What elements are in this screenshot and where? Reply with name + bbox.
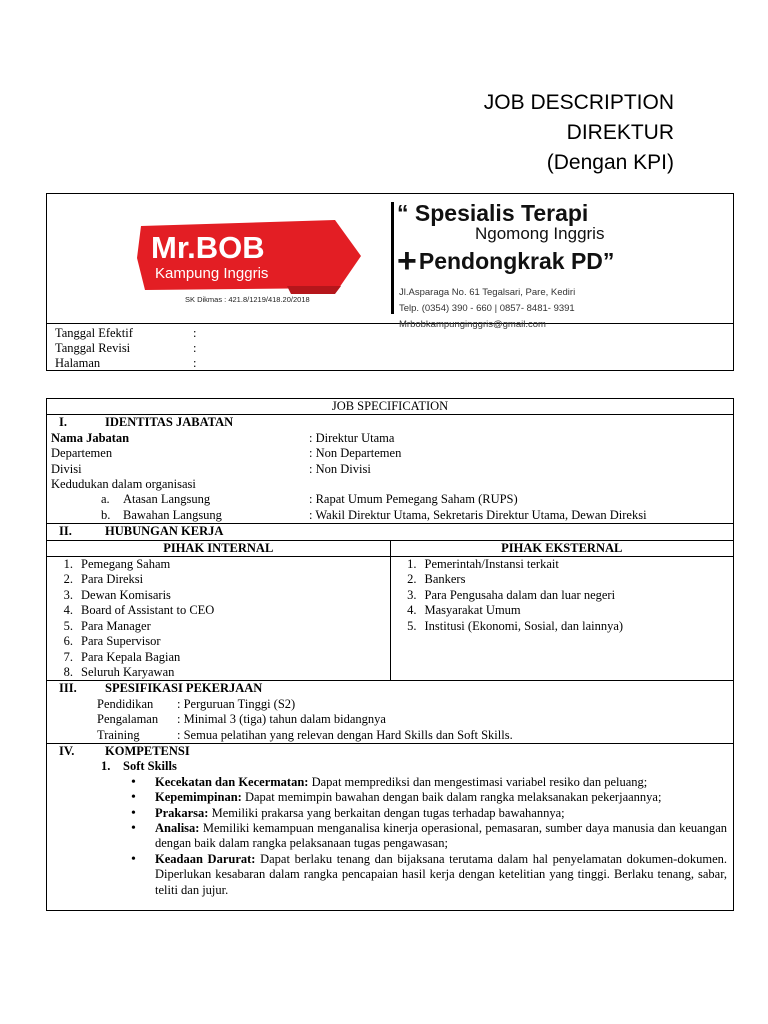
competency-description: Dapat memprediksi dan mengestimasi variabel resiko dan peluang;	[308, 774, 648, 789]
bullet-icon: •	[131, 790, 136, 806]
list-item	[395, 588, 730, 603]
list-text: Institusi (Ekonomi, Sosial, dan lainnya)	[424, 618, 624, 633]
list-text: Bankers	[424, 572, 466, 587]
list-text: Masyarakat Umum	[424, 603, 521, 618]
spec-label: Pendidikan	[97, 696, 154, 711]
header-box	[46, 193, 734, 371]
meta-label: Tanggal Revisi	[55, 341, 131, 355]
spec-row	[51, 697, 729, 712]
list-number: 1.	[407, 557, 417, 572]
spec-value: : Minimal 3 (tiga) tahun dalam bidangnya	[177, 712, 386, 727]
competency-name: Prakarsa:	[155, 805, 209, 820]
competency-name: Keadaan Darurat:	[155, 851, 256, 866]
bullet-icon: •	[131, 774, 136, 790]
competency-name: Kecekatan dan Kecermatan:	[155, 774, 309, 789]
email-text: Mrbobkampunginggris@gmail.com	[399, 319, 546, 330]
letterhead-divider	[391, 202, 394, 314]
list-text: Dewan Komisaris	[81, 587, 171, 602]
list-number: 4.	[63, 603, 73, 618]
plus-icon: +	[397, 242, 417, 280]
contact-info	[399, 285, 727, 333]
list-text: Seluruh Karyawan	[81, 664, 175, 679]
list-number: 2.	[63, 572, 73, 587]
field-label: Departemen	[51, 446, 113, 461]
spec-row	[51, 712, 729, 727]
competency-text	[155, 790, 729, 805]
title-line-2: DIREKTUR	[566, 121, 674, 144]
section-number: II.	[59, 524, 72, 539]
list-item	[51, 619, 386, 634]
list-text: Para Supervisor	[81, 634, 161, 649]
field-bawahan	[51, 508, 729, 523]
competency-description: Memiliki kemampuan menganalisa kinerja operasional, pemasaran, sumber daya manusia dan keuangan dengan baik dalam rangka pelaksanaan tugas pengawasan;	[155, 820, 727, 851]
competency-text	[155, 775, 729, 790]
tagline-line-3	[397, 242, 727, 281]
job-spec-table	[46, 398, 734, 911]
competency-item	[51, 775, 729, 790]
list-text: Board of Assistant to CEO	[81, 603, 215, 618]
meta-value: :	[193, 326, 197, 340]
field-atasan	[51, 492, 729, 507]
section-heading	[51, 744, 729, 759]
external-cell	[390, 557, 734, 681]
list-number: 6.	[63, 634, 73, 649]
list-number: 5.	[407, 618, 417, 633]
spec-row	[51, 728, 729, 743]
section-title: IDENTITAS JABATAN	[105, 415, 234, 430]
competency-description: Dapat memimpin bawahan dengan baik dalam rangka melaksanakan pekerjaannya;	[241, 790, 662, 805]
internal-cell	[47, 557, 391, 681]
competency-description: Dapat berlaku tenang dan bijaksana terutama dalam hal penyelamatan dokumen-dokumen. Diperlukan kesabaran dalam rangka pencapaian hasil kerja dengan ketelitian yang tinggi. Berlaku tenang, sabar, teliti dan jujur.	[155, 851, 727, 897]
section-heading	[51, 524, 729, 539]
field-departemen	[51, 446, 729, 461]
tagline-line-2: Ngomong Inggris	[475, 224, 605, 243]
document-title	[484, 88, 674, 178]
competency-text	[155, 806, 729, 821]
list-text: Pemegang Saham	[81, 557, 171, 572]
competency-name: Kepemimpinan:	[155, 790, 242, 805]
list-text: Para Manager	[81, 618, 151, 633]
internal-header: PIHAK INTERNAL	[47, 540, 391, 556]
spec-value: : Semua pelatihan yang relevan dengan Hard Skills dan Soft Skills.	[177, 727, 513, 742]
list-text: Pemerintah/Instansi terkait	[424, 557, 559, 572]
list-item	[51, 603, 386, 618]
meta-value: :	[193, 341, 197, 355]
section-spesifikasi	[47, 681, 734, 744]
list-item	[395, 619, 730, 634]
title-line-3: (Dengan KPI)	[546, 151, 674, 174]
list-number: 2.	[407, 572, 417, 587]
section-number: IV.	[59, 743, 75, 758]
list-text: Para Pengusaha dalam dan luar negeri	[424, 587, 616, 602]
section-hubungan	[47, 524, 734, 540]
list-number: 5.	[63, 618, 73, 633]
logo-sk-text: SK Dikmas : 421.8/1219/418.20/2018	[185, 295, 310, 304]
competency-name: Analisa:	[155, 820, 200, 835]
list-item	[51, 588, 386, 603]
field-value: : Direktur Utama	[309, 430, 395, 445]
section-number: III.	[59, 681, 77, 696]
mrbob-logo	[137, 218, 369, 306]
list-number: 1.	[63, 557, 73, 572]
section-title: HUBUNGAN KERJA	[105, 524, 224, 539]
list-text: Para Kepala Bagian	[81, 649, 181, 664]
field-label: Divisi	[51, 461, 82, 476]
list-item	[51, 557, 386, 572]
list-number: 3.	[63, 587, 73, 602]
logo-brand-text: Mr.BOB	[151, 230, 265, 265]
field-nama-jabatan	[51, 431, 729, 446]
tagline-line-3-text: Pendongkrak PD”	[418, 248, 615, 274]
address-text: Jl.Asparaga No. 61 Tegalsari, Pare, Kediri	[399, 287, 576, 298]
meta-label: Halaman	[55, 356, 101, 370]
list-item	[395, 603, 730, 618]
field-value: : Non Departemen	[309, 446, 402, 461]
external-header: PIHAK EKSTERNAL	[390, 540, 734, 556]
field-divisi	[51, 462, 729, 477]
competency-item	[51, 852, 729, 898]
section-heading	[51, 415, 729, 430]
field-label: Atasan Langsung	[123, 492, 211, 507]
section-heading	[51, 681, 729, 696]
section-number: I.	[59, 415, 67, 430]
section-kompetensi	[47, 743, 734, 910]
competency-list	[51, 775, 729, 898]
competency-description: Memiliki prakarsa yang berkaitan dengan tugas terhadap bawahannya;	[208, 805, 565, 820]
meta-value: :	[193, 356, 197, 370]
section-identitas	[47, 415, 734, 524]
field-label: Bawahan Langsung	[123, 507, 222, 522]
kedudukan-label: Kedudukan dalam organisasi	[51, 477, 196, 492]
list-number: 7.	[63, 649, 73, 664]
section-title: KOMPETENSI	[105, 743, 190, 758]
competency-text	[155, 852, 729, 898]
spec-title: JOB SPECIFICATION	[47, 399, 734, 415]
external-list	[395, 557, 730, 634]
list-number: 3.	[407, 587, 417, 602]
list-text: Para Direksi	[81, 572, 144, 587]
subsection-title: Soft Skills	[123, 759, 177, 774]
bullet-icon: •	[131, 851, 136, 867]
list-item	[395, 572, 730, 587]
spec-label: Training	[97, 727, 140, 742]
letterhead	[47, 194, 733, 330]
meta-row	[55, 341, 733, 356]
competency-item	[51, 821, 729, 852]
logo-graphic	[137, 218, 369, 306]
subsection-heading	[51, 759, 729, 774]
meta-row	[55, 356, 733, 371]
internal-list	[51, 557, 386, 680]
logo-sub-text: Kampung Inggris	[155, 265, 269, 282]
list-number: 4.	[407, 603, 417, 618]
item-letter: a.	[101, 492, 110, 507]
competency-item	[51, 790, 729, 805]
section-title: SPESIFIKASI PEKERJAAN	[105, 681, 263, 696]
list-item	[51, 650, 386, 665]
tagline-line-1: “ Spesialis Terapi	[397, 200, 589, 226]
item-letter: b.	[101, 507, 111, 522]
title-line-1: JOB DESCRIPTION	[483, 91, 674, 114]
list-item	[51, 634, 386, 649]
list-number: 8.	[63, 664, 73, 679]
competency-text	[155, 821, 729, 852]
bullet-icon: •	[131, 820, 136, 836]
field-value: : Rapat Umum Pemegang Saham (RUPS)	[309, 492, 518, 507]
subsection-number: 1.	[101, 759, 111, 774]
list-item	[395, 557, 730, 572]
spec-label: Pengalaman	[97, 712, 159, 727]
bullet-icon: •	[131, 805, 136, 821]
field-label: Nama Jabatan	[51, 430, 130, 445]
list-item	[51, 572, 386, 587]
tagline-block	[397, 200, 727, 333]
phone-text: Telp. (0354) 390 - 660 | 0857- 8481- 9391	[399, 303, 575, 314]
list-item	[51, 665, 386, 680]
field-value: : Non Divisi	[309, 461, 371, 476]
competency-item	[51, 806, 729, 821]
spec-value: : Perguruan Tinggi (S2)	[177, 696, 296, 711]
field-value: : Wakil Direktur Utama, Sekretaris Direktur Utama, Dewan Direksi	[309, 507, 647, 522]
meta-label: Tanggal Efektif	[55, 326, 133, 340]
